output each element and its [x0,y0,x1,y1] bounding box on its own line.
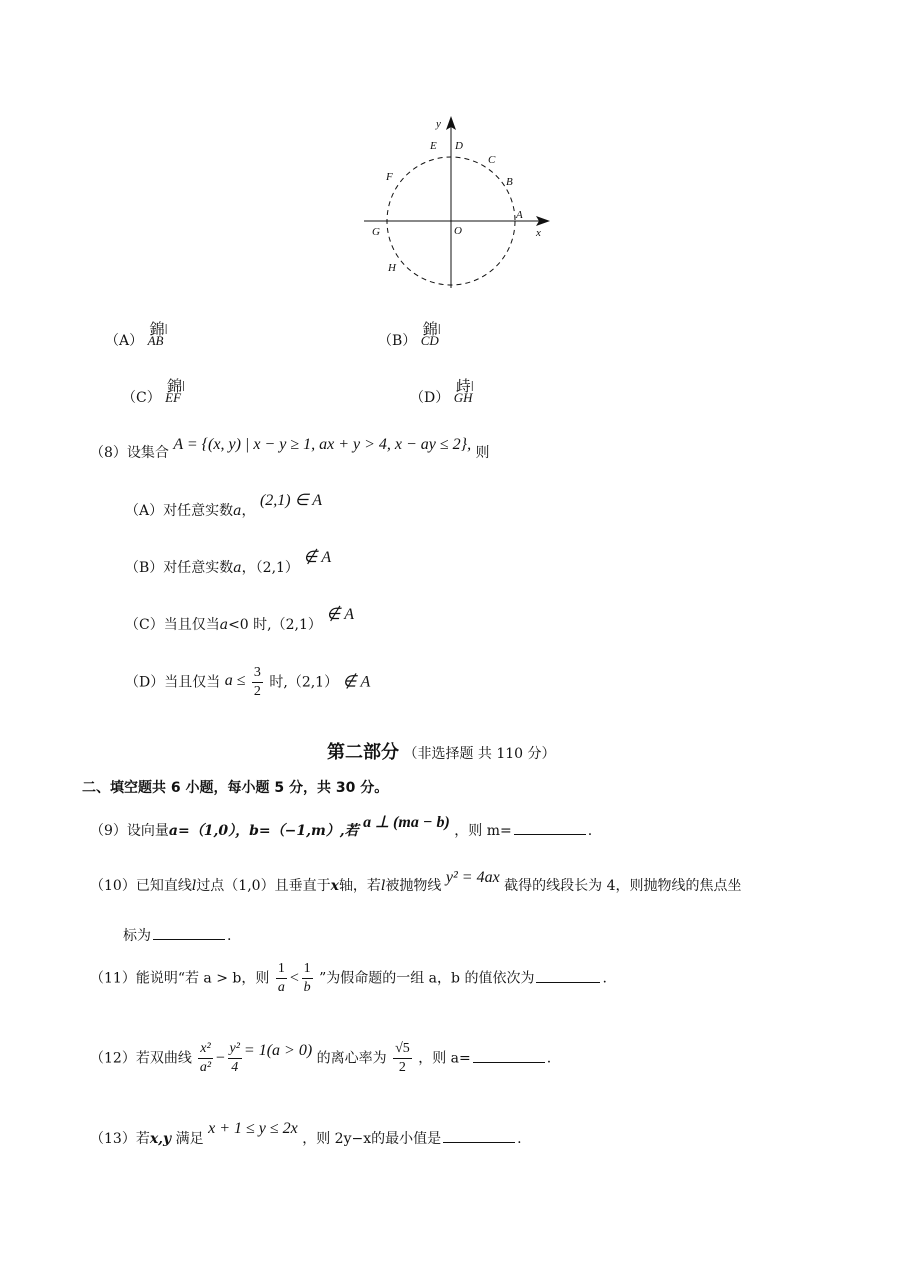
q11-frac2-num: 1 [302,960,313,979]
q12-fraction-x [198,1040,212,1077]
q8-option-d-tail: 时,（2,1） [269,674,339,691]
label-point-c: C [488,154,496,166]
q8-option-c [125,606,355,634]
q12-fraction-y [228,1040,242,1077]
q9-condition-math: a ⊥ (ma − b) [363,814,450,831]
q7-option-a [105,322,168,350]
q8-option-c-var: a [219,617,229,633]
label-axis-x: x [536,227,541,239]
q9-vector-b: b=（−1,m）,若 [249,823,359,839]
q11-answer-blank[interactable] [536,970,600,983]
label-point-h: H [388,262,396,274]
q8-option-a [125,492,323,520]
q8-option-d-label: （D）当且仅当 [125,674,221,691]
q9 [90,814,593,840]
q9-text2: ，则 m= [454,823,512,839]
q11-fraction-1 [276,960,287,997]
q10-text4: 被抛物线 [385,878,442,894]
section2-heading: 二、填空题共 6 小题，每小题 5 分，共 30 分。 [82,780,389,796]
q7-option-c-label: （C） [122,390,161,406]
q7-option-a-label: （A） [105,333,144,349]
q7-option-c [122,379,186,407]
q7-option-d-arc: GH [453,390,473,405]
q13-end: . [517,1131,522,1147]
q8-option-a-var: a [233,503,242,519]
q11-frac1-den: a [277,980,285,995]
q7-option-d-mark: 歭ǀ [455,379,474,395]
q12-tail: = 1(a > 0) [243,1041,313,1059]
q13-constraint-math: x + 1 ≤ y ≤ 2x [208,1120,298,1137]
q10-line-l: l [191,878,197,894]
q7-option-a-mark: 錦ǀ [149,322,168,338]
q12-text1: （12）若双曲线 [90,1050,192,1067]
q8-option-b-label: （B）对任意实数 [125,560,234,576]
q10-text3: 轴，若 [338,878,381,894]
q8-option-b-sep: ，（2,1） [241,560,299,576]
q9-text1: （9）设向量 [90,823,169,839]
q12-eccentricity [393,1040,412,1077]
q12 [90,1040,551,1077]
label-point-b: B [506,176,513,188]
q9-vector-a: a=（1,0）， [168,823,250,839]
q10-answer-blank[interactable] [153,927,225,940]
q12-e-num: √5 [393,1040,412,1059]
q8-option-a-sep: ， [241,503,256,519]
q8-tail: 则 [475,445,490,461]
q12-f1-num: x² [198,1040,212,1059]
q8-option-d-num: 3 [252,664,263,683]
label-point-e: E [430,140,437,152]
q7-option-c-arc: EF [165,390,182,405]
q10-line2-text: 标为 [123,928,151,944]
q11-text2: ”为假命题的一组 a，b 的值依次为 [319,970,535,987]
q7-option-b-arc: CD [420,333,439,348]
q12-text3: ，则 a= [418,1050,471,1067]
q8-option-d-var: a ≤ [224,671,246,689]
q8-option-b [125,549,332,577]
q12-e-den: 2 [398,1060,406,1075]
q10-line2 [123,925,231,945]
q8-option-b-var: a [233,560,242,576]
q8-stem [90,436,490,462]
label-axis-y: y [436,118,441,130]
q10-line-l2: l [380,878,386,894]
q10-line1 [90,869,742,895]
q8-option-c-label: （C）当且仅当 [125,617,220,633]
q11-fraction-2 [302,960,313,997]
part2-title: 第二部分 [327,742,399,763]
q13-text3: ，则 2y−x的最小值是 [302,1131,442,1147]
q9-answer-blank[interactable] [514,822,586,835]
label-point-d: D [455,140,463,152]
q8-option-d [125,664,370,701]
q11-frac2-den: b [303,980,311,995]
q12-f2-den: 4 [231,1060,239,1075]
q8-option-d-fraction [252,664,263,701]
q7-option-b-mark: 錦ǀ [422,322,441,338]
q13-vars: x,y [149,1131,172,1147]
q13 [90,1120,522,1148]
unit-circle-figure [360,112,560,292]
q9-end: . [587,823,593,839]
q10-end: . [227,928,232,944]
q13-answer-blank[interactable] [443,1130,515,1143]
q11-text1: （11）能说明“若 a > b，则 [90,970,270,987]
q8-option-d-math: ∉ A [342,673,371,691]
q11-end: . [602,970,607,987]
q12-answer-blank[interactable] [473,1050,545,1063]
q7-option-d [410,379,474,407]
q12-minus: − [214,1049,226,1067]
q8-option-c-math: ∉ A [326,606,355,623]
q8-option-a-math: (2,1) ∈ A [259,492,323,509]
q13-text1: （13）若 [90,1131,150,1147]
q10-text5: 截得的线段长为 4，则抛物线的焦点坐 [504,878,742,894]
q7-option-c-mark: 錦ǀ [167,379,186,395]
q12-f2-num: y² [228,1040,242,1059]
q8-option-c-cond: <0 时,（2,1） [228,617,322,633]
q12-text2: 的离心率为 [316,1050,387,1067]
label-point-f: F [386,171,393,183]
q8-option-b-math: ∉ A [303,549,332,566]
q7-option-a-arc: AB [147,333,164,348]
part2-heading [327,738,556,764]
label-point-a: A [516,209,523,221]
q11 [90,960,607,997]
q8-number: （8）设集合 [90,445,169,461]
q7-option-b [378,322,441,350]
q7-option-d-label: （D） [410,390,450,406]
q8-set-math: A = {(x, y) | x − y ≥ 1, ax + y > 4, x − ay ≤ 2}, [173,436,472,453]
q13-text2: 满足 [175,1131,204,1147]
q8-option-d-den: 2 [253,684,261,699]
q11-frac1-num: 1 [276,960,287,979]
label-origin: O [454,225,462,237]
q12-end: . [546,1050,552,1067]
q7-option-b-label: （B） [378,333,417,349]
q10-text1: （10）已知直线 [90,878,192,894]
q10-parabola-math: y² = 4ax [445,869,500,886]
label-point-g: G [372,226,380,238]
q10-text2: 过点（1,0）且垂直于 [196,878,331,894]
q11-lt: < [288,969,300,987]
q12-f1-den: a² [199,1060,212,1075]
part2-subtitle: （非选择题 共 110 分） [403,746,556,762]
q10-axis-x: x [330,878,339,894]
q8-option-a-label: （A）对任意实数 [125,503,234,519]
